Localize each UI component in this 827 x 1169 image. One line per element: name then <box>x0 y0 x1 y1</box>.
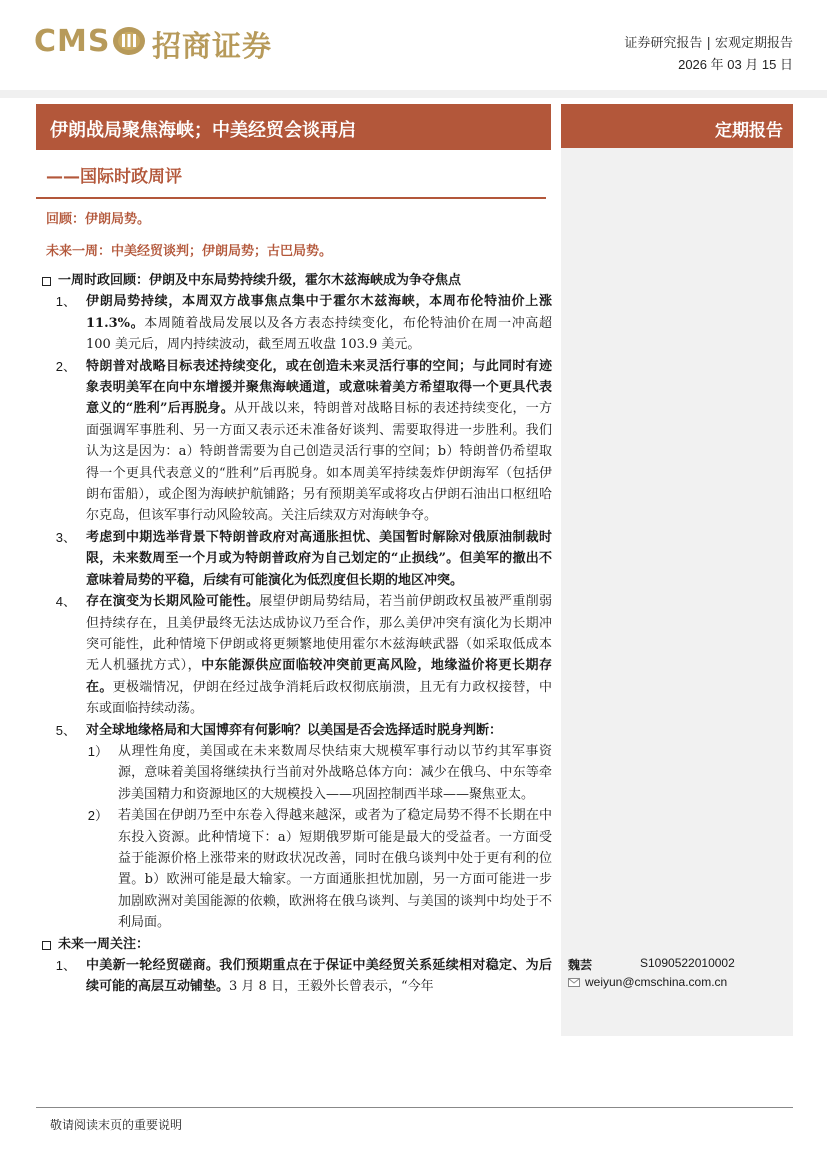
report-title: 伊朗战局聚焦海峡；中美经贸会谈再启 <box>50 120 356 141</box>
sub-item-text: 若美国在伊朗乃至中东卷入得越来越深，或者为了稳定局势不得不长期在中东投入资源。此种情境下：a）短期俄罗斯可能是最大的受益者。一方面受益于能源价格上涨带来的财政状况改善，同时在俄乌谈判中处于更有利的位置。b）欧洲可能是最大输家。一方面通胀担忧加剧，另一方面可能进一步加剧欧洲对美国能源的依赖，欧洲将在俄乌谈判、与美国的谈判中均处于不利局面。 <box>118 808 552 931</box>
item-text <box>86 591 552 719</box>
side-panel <box>561 148 793 1036</box>
sub-item-text: 从理性角度，美国或在未来数周尽快结束大规模军事行动以节约其军事资源，意味着美国将继续执行当前对外战略总体方向：减少在俄乌、中东等牵涉美国精力和资源地区的大规模投入——巩固控制西半球——聚焦亚太。 <box>118 743 552 802</box>
section-heading-text: 一周时政回顾：伊朗及中东局势持续升级，霍尔木兹海峡成为争夺焦点 <box>58 273 462 288</box>
report-type: 证券研究报告 | 宏观定期报告 <box>624 36 793 51</box>
item-text <box>86 291 552 355</box>
logo-wordmark: CMS <box>34 24 111 59</box>
item-plain: 从开战以来，特朗普对战略目标的表述持续变化，一方面强调军事胜利、另一方面又表示还未准备好谈判、需要取得进一步胜利。我们认为这是因为：a）特朗普需要为自己创造灵活行事的空间；b）特朗普仍希望取得一个更具代表意义的“胜利”后再脱身。如本周美军持续轰炸伊朗海军（包括伊朗布雷船），或企图为海峡护航铺路；另有预期美军或将攻占伊朗石油出口枢纽哈尔克岛，但该军事行动风险较高。关注后续双方对海峡争夺。 <box>86 401 552 524</box>
item-plain: 展望伊朗局势结局，若当前伊朗政权虽被严重削弱但持续存在，且美伊最终无法达成协议乃至合作，那么美伊冲突有演化为长期冲突可能性，此种情境下伊朗或将更频繁地使用霍尔木兹海峡武器（如采取低成本无人机骚扰方式）， <box>86 594 552 674</box>
envelope-icon <box>568 978 580 987</box>
list-item <box>42 527 552 591</box>
section-heading <box>42 270 552 291</box>
review-line: 回顾：伊朗局势。 <box>46 212 151 227</box>
list-item <box>42 356 552 527</box>
item-text <box>86 955 552 998</box>
checkbox-bullet-icon <box>42 277 51 286</box>
item-plain: 更极端情况，伊朗在经过战争消耗后政权彻底崩溃，且无有力政权接替，中东或面临持续动荡。 <box>86 679 552 717</box>
item-bold: 伊朗局势持续，本周双方战事焦点集中于霍尔木兹海峡，本周布伦特油价上涨 11.3%。 <box>86 294 552 331</box>
side-heading: 定期报告 <box>715 121 783 141</box>
item-bold: 中东能源供应面临较冲突前更高风险，地缘溢价将更长期存在。 <box>86 658 552 695</box>
report-subtitle: ——国际时政周评 <box>46 167 182 187</box>
section-heading <box>42 934 552 955</box>
next-week-line: 未来一周：中美经贸谈判；伊朗局势；古巴局势。 <box>46 244 333 259</box>
sub-item-number: 1） <box>87 743 108 759</box>
report-body <box>42 270 552 998</box>
item-bold: 存在演变为长期风险可能性。 <box>86 594 260 610</box>
item-number: 1、 <box>55 294 76 310</box>
item-number: 3、 <box>55 529 76 545</box>
list-item <box>42 720 552 741</box>
item-plain: 3 月 8 日，王毅外长曾表示，“今年 <box>229 979 434 995</box>
logo-badge-icon <box>112 26 146 56</box>
item-bold: 特朗普对战略目标表述持续变化，或在创造未来灵活行事的空间；与此同时有迹象表明美军在向中东增援并聚焦海峡通道，或意味着美方希望取得一个更具代表意义的“胜利”后再脱身。 <box>86 358 552 417</box>
analyst-name: 魏芸 <box>568 958 593 972</box>
sub-list-item <box>42 741 552 805</box>
item-number: 1、 <box>55 958 76 973</box>
sub-item-number: 2） <box>87 808 108 824</box>
item-bold: 对全球地缘格局和大国博弈有何影响？以美国是否会选择适时脱身判断： <box>86 722 503 738</box>
item-text <box>86 356 552 527</box>
analyst-email[interactable]: weiyun@cmschina.com.cn <box>585 975 728 989</box>
header-band <box>0 90 827 98</box>
item-bold: 中美新一轮经贸磋商。我们预期重点在于保证中美经贸关系延续相对稳定、为后续可能的高层互动铺垫。 <box>86 958 552 995</box>
footer-divider <box>36 1107 793 1108</box>
item-number: 4、 <box>55 594 76 610</box>
title-divider <box>36 197 546 199</box>
report-date: 2026 年 03 月 15 日 <box>678 57 793 72</box>
analyst-cert-number: S1090522010002 <box>640 956 735 970</box>
sub-list-item <box>42 805 552 933</box>
item-plain: 本周随着战局发展以及各方表态持续变化，布伦特油价在周一冲高超 100 美元后，周内持续波动，截至周五收盘 103.9 美元。 <box>86 315 552 353</box>
item-text <box>86 720 552 741</box>
checkbox-bullet-icon <box>42 941 51 950</box>
item-number: 5、 <box>55 722 76 738</box>
item-number: 2、 <box>55 358 76 374</box>
item-bold: 考虑到中期选举背景下特朗普政府对高通胀担忧、美国暂时解除对俄原油制裁时限，未来数周至一个月或为特朗普政府为自己划定的“止损线”。但美军的撤出不意味着局势的平稳，后续有可能演化为低烈度但长期的地区冲突。 <box>86 529 552 588</box>
list-item <box>42 955 552 998</box>
section-heading-text: 未来一周关注： <box>58 936 150 952</box>
footer-note: 敬请阅读末页的重要说明 <box>50 1118 183 1132</box>
list-item <box>42 291 552 355</box>
logo-chinese-name: 招商证券 <box>152 29 273 63</box>
item-text <box>86 527 552 591</box>
list-item <box>42 591 552 719</box>
